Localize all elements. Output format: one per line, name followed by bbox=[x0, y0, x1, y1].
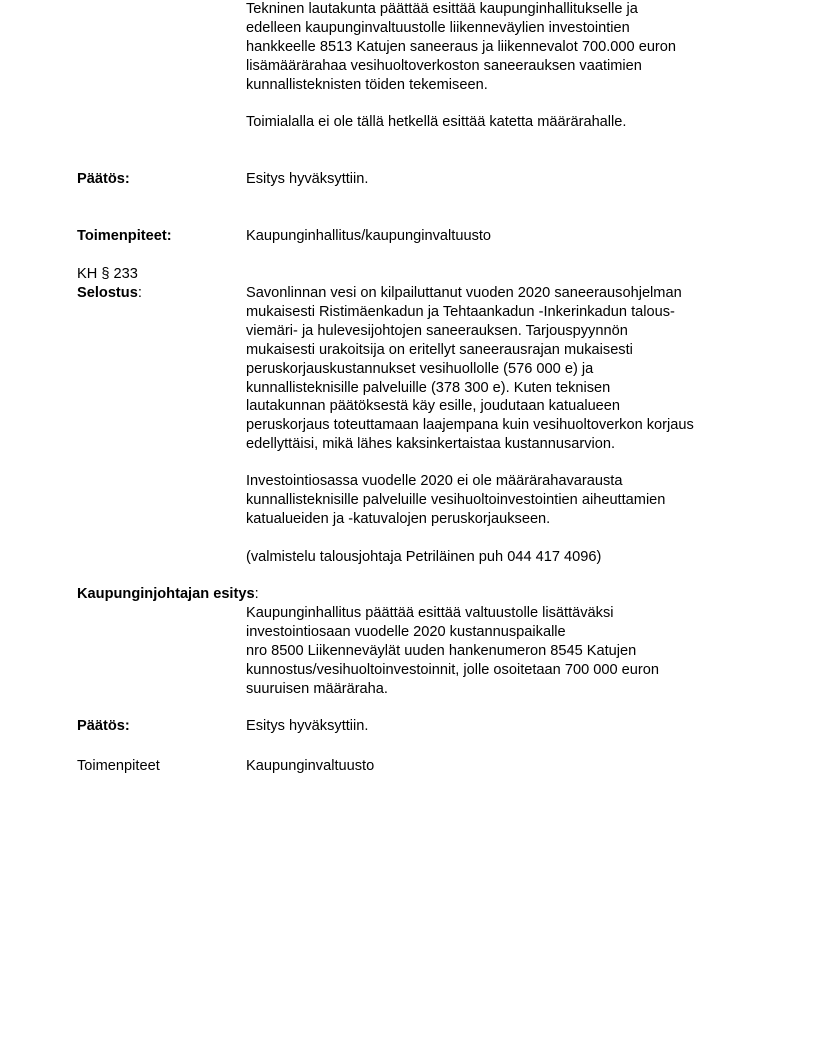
actions-label: Toimenpiteet: bbox=[77, 228, 172, 244]
decision-text: Esitys hyväksyttiin. bbox=[246, 718, 369, 734]
intro-line: hankkeelle 8513 Katujen saneeraus ja liikennevalot 700.000 euron bbox=[246, 38, 677, 55]
mayor-proposal-heading bbox=[77, 585, 259, 604]
description-paragraph bbox=[246, 284, 694, 454]
intro-line: edelleen kaupunginvaltuustolle liikenneväylien investointien bbox=[246, 19, 630, 36]
intro-paragraph bbox=[246, 0, 676, 95]
investment-line: kunnallisteknisille palveluille vesihuoltoinvestointien aiheuttamien bbox=[246, 491, 666, 508]
description-heading bbox=[77, 284, 142, 303]
funding-note: Toimialalla ei ole tällä hetkellä esittää katetta määrärahalle. bbox=[246, 114, 627, 130]
description-line: peruskorjaus toteuttamaan laajempana kuin vesihuoltoverkon korjaus bbox=[246, 417, 694, 434]
description-colon: : bbox=[137, 285, 142, 301]
decision-label: Päätös: bbox=[77, 171, 130, 187]
description-line: edellyttäisi, mikä lähes kaksinkertaistaa kustannusarvion. bbox=[246, 436, 616, 453]
investment-line: katualueiden ja -katuvalojen peruskorjaukseen. bbox=[246, 510, 551, 527]
description-line: peruskorjauskustannukset vesihuollolle (576 000 e) ja bbox=[246, 360, 594, 377]
investment-line: Investointiosassa vuodelle 2020 ei ole määrärahavarausta bbox=[246, 473, 623, 489]
description-line: viemäri- ja hulevesijohtojen saneerauksen. Tarjouspyynnön bbox=[246, 322, 628, 339]
preparer-note: (valmistelu talousjohtaja Petriläinen puh 044 417 4096) bbox=[246, 549, 602, 565]
proposal-line: kunnostus/vesihuoltoinvestoinnit, jolle osoitetaan 700 000 euron bbox=[246, 661, 659, 678]
proposal-line: nro 8500 Liikenneväylät uuden hankenumeron 8545 Katujen bbox=[246, 642, 637, 659]
proposal-line: investointiosaan vuodelle 2020 kustannuspaikalle bbox=[246, 623, 566, 640]
proposal-line: Kaupunginhallitus päättää esittää valtuustolle lisättäväksi bbox=[246, 605, 614, 621]
description-line: lautakunnan päätöksestä käy esille, joudutaan katualueen bbox=[246, 398, 621, 415]
description-line: Savonlinnan vesi on kilpailuttanut vuoden 2020 saneerausohjelman bbox=[246, 285, 682, 301]
actions-text: Kaupunginvaltuusto bbox=[246, 758, 375, 774]
investment-paragraph bbox=[246, 472, 665, 529]
proposal-line: suuruisen määräraha. bbox=[246, 680, 388, 697]
actions-label: Toimenpiteet bbox=[77, 758, 160, 774]
description-line: mukaisesti Ristimäenkadun ja Tehtaankadun -Inkerinkadun talous- bbox=[246, 303, 675, 320]
mayor-proposal-colon: : bbox=[254, 586, 259, 602]
mayor-proposal-label: Kaupunginjohtajan esitys bbox=[77, 586, 255, 602]
section-reference: KH § 233 bbox=[77, 266, 138, 282]
description-line: mukaisesti urakoitsija on eritellyt saneerausrajan mukaisesti bbox=[246, 341, 633, 358]
decision-label: Päätös: bbox=[77, 718, 130, 734]
description-line: kunnallisteknisille palveluille (378 300 e). Kuten teknisen bbox=[246, 379, 611, 396]
actions-text: Kaupunginhallitus/kaupunginvaltuusto bbox=[246, 228, 492, 244]
intro-line: kunnallisteknisten töiden tekemiseen. bbox=[246, 76, 488, 93]
intro-line: lisämäärärahaa vesihuoltoverkoston saneerauksen vaatimien bbox=[246, 57, 642, 74]
mayor-proposal-paragraph bbox=[246, 604, 659, 699]
decision-text: Esitys hyväksyttiin. bbox=[246, 171, 369, 187]
description-label: Selostus bbox=[77, 285, 138, 301]
intro-line: Tekninen lautakunta päättää esittää kaupunginhallitukselle ja bbox=[246, 1, 638, 17]
